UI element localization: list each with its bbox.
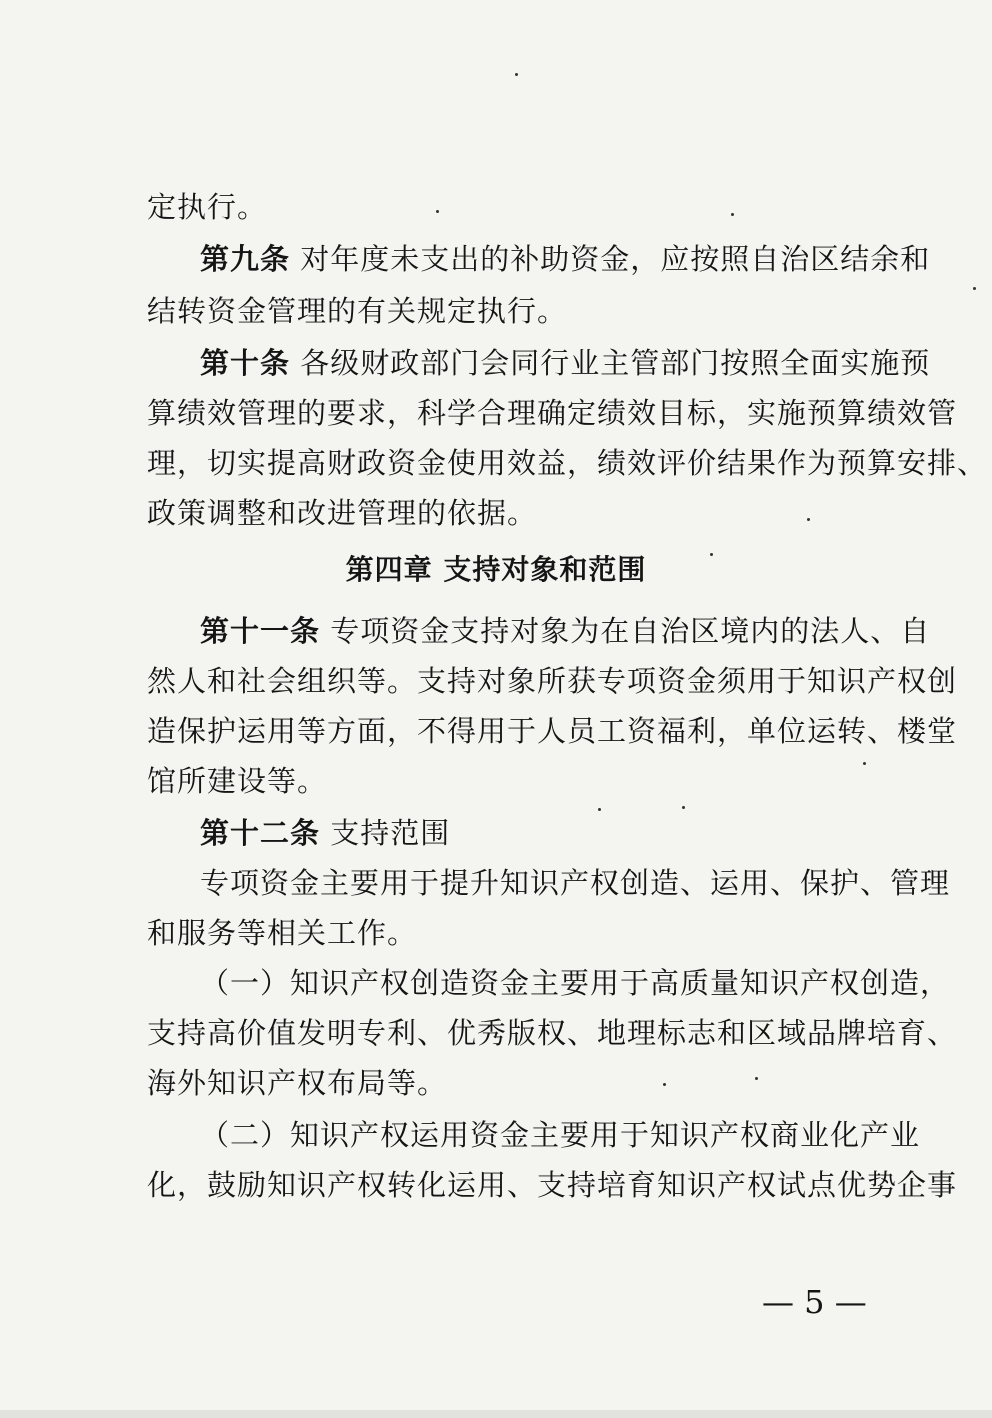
text-line-19: 化，鼓励知识产权转化运用、支持培育知识产权试点优势企事 [147,1168,958,1202]
scan-speck [598,808,601,811]
text-line-11: 馆所建设等。 [147,764,328,798]
text-line-9: 然人和社会组织等。支持对象所获专项资金须用于知识产权创 [147,664,958,698]
scan-bottom-edge [0,1410,992,1418]
chapter-heading: 第四章 支持对象和范围 [345,553,647,586]
text-line-7: 政策调整和改进管理的依据。 [147,496,538,530]
text-line-17: 海外知识产权布局等。 [147,1066,448,1100]
scan-speck [663,1083,666,1086]
item-1: （一）知识产权创造资金主要用于高质量知识产权创造， [200,966,951,1000]
page-number: — 5 — [762,1283,867,1321]
article-11: 第十一条 专项资金支持对象为在自治区境内的法人、自 [200,614,931,648]
text-line-5: 算绩效管理的要求，科学合理确定绩效目标，实施预算绩效管 [147,396,958,430]
text-line-3: 结转资金管理的有关规定执行。 [147,294,568,328]
article-12: 第十二条 支持范围 [200,816,451,850]
text-line-1: 定执行。 [147,190,268,224]
scan-speck [710,553,713,556]
item-2: （二）知识产权运用资金主要用于知识产权商业化产业 [200,1118,921,1152]
article-10-label: 第十条 [200,346,291,380]
scan-speck [436,210,439,213]
text-line-13: 专项资金主要用于提升知识产权创造、运用、保护、管理 [200,866,951,900]
article-9-label: 第九条 [200,242,291,276]
scan-speck [807,518,810,521]
scan-speck [973,287,976,290]
scan-speck [682,806,685,809]
scan-speck [731,213,734,216]
article-12-label: 第十二条 [200,816,321,850]
scan-speck [863,762,866,765]
article-10: 第十条 各级财政部门会同行业主管部门按照全面实施预 [200,346,931,380]
scan-speck [515,73,518,76]
article-11-label: 第十一条 [200,614,321,648]
text-line-14: 和服务等相关工作。 [147,916,418,950]
text-line-16: 支持高价值发明专利、优秀版权、地理标志和区域品牌培育、 [147,1016,958,1050]
article-9: 第九条 对年度未支出的补助资金，应按照自治区结余和 [200,242,931,276]
scan-speck [755,1077,758,1080]
text-line-6: 理，切实提高财政资金使用效益，绩效评价结果作为预算安排、 [147,446,988,480]
text-line-10: 造保护运用等方面，不得用于人员工资福利，单位运转、楼堂 [147,714,958,748]
